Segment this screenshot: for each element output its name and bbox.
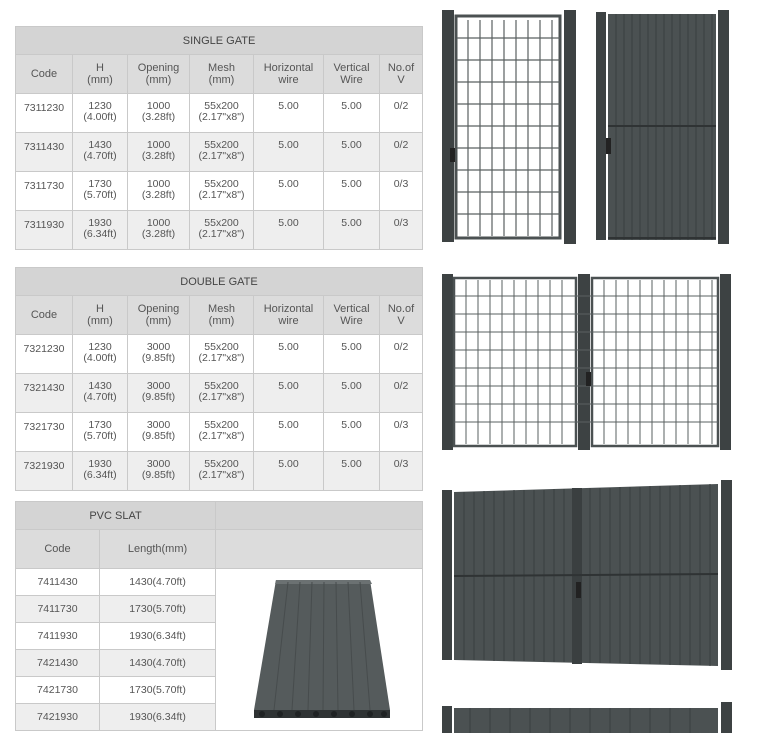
pvc-slat-image [248,578,398,720]
cell-value: 7321730 [23,421,65,433]
cell-value: 0/2 [393,100,409,112]
cell-value: (2.17"x8") [198,391,245,403]
table-cell: 1430(4.70ft) [100,569,216,596]
single-gate-header-1 [73,55,128,94]
cell-value: 7311230 [23,102,65,114]
table-cell [128,94,190,133]
cell-value: 3000 [146,419,171,431]
cell-value: 5.00 [341,139,362,151]
cell-value: (2.17"x8") [198,150,245,162]
header-line-2: (mm) [87,315,113,327]
cell-value: 1000 [146,217,171,229]
cell-value: 1930 [88,458,112,470]
cell-value: (3.28ft) [141,228,176,240]
double-gate-header-3 [190,296,254,335]
table-cell [254,335,324,374]
cell-value: 5.00 [278,341,299,353]
cell-value: 5.00 [341,217,362,229]
cell-value: 5.00 [341,178,362,190]
double-gate-header-4 [254,296,324,335]
pvc-blank-header [216,502,423,530]
table-cell [190,413,254,452]
table-row [16,211,423,250]
table-cell [324,413,380,452]
table-cell [128,374,190,413]
table-cell [324,452,380,491]
header-line-2: wire [278,74,299,86]
pvc-slat-title: PVC SLAT [16,502,216,530]
cell-value: 7311930 [23,219,65,231]
table-row [16,374,423,413]
cell-value: 7311430 [23,141,65,153]
cell-value: 55x200 [204,100,239,112]
cell-value: 0/2 [393,341,409,353]
cell-value: 1000 [146,100,171,112]
cell-value: (4.70ft) [83,150,117,162]
cell-value: (3.28ft) [141,189,176,201]
table-cell: 7421430 [16,650,100,677]
table-row [16,413,423,452]
table-cell [190,94,254,133]
double-gate-header-6 [380,296,423,335]
header-line-2: (mm) [145,74,172,86]
cell-value: 1000 [146,178,171,190]
single-gate-header-3 [190,55,254,94]
header-line-2: (mm) [208,315,235,327]
cell-value: 1430 [88,380,112,392]
header-line-2: (mm) [208,74,235,86]
header-line-1: No.of [387,303,415,315]
cell-value: 7321230 [23,343,65,355]
single-mesh-gate-image [440,8,580,246]
table-cell [73,94,128,133]
table-cell [324,133,380,172]
single-gate-header-5 [324,55,380,94]
table-cell [380,413,423,452]
header-line-1: Horizontal [263,62,314,74]
table-cell [128,133,190,172]
table-cell [190,452,254,491]
table-cell [324,172,380,211]
table-cell [73,133,128,172]
header-line-1: Opening [137,303,180,315]
cell-value: 3000 [146,458,171,470]
table-cell: 1730(5.70ft) [100,677,216,704]
table-cell [324,211,380,250]
header-line-1: Code [30,309,58,321]
table-cell [380,94,423,133]
single-gate-header-4 [254,55,324,94]
table-cell [16,374,73,413]
table-cell: 7421930 [16,704,100,731]
cell-value: 5.00 [278,178,299,190]
table-cell [73,413,128,452]
table-cell [254,413,324,452]
cell-value: (5.70ft) [83,430,117,442]
cell-value: (2.17"x8") [198,430,245,442]
pvc-header-length: Length(mm) [100,530,216,569]
cell-value: (9.85ft) [141,469,176,481]
table-cell [324,94,380,133]
table-cell [190,172,254,211]
double-gate-table [15,267,423,491]
cell-value: 5.00 [278,100,299,112]
cell-value: 55x200 [204,178,239,190]
single-gate-table [15,26,423,250]
table-cell [73,452,128,491]
table-cell [73,211,128,250]
header-line-2: wire [278,315,299,327]
cell-value: 5.00 [341,419,362,431]
table-cell [380,335,423,374]
cell-value: 55x200 [204,419,239,431]
cell-value: 1230 [88,341,112,353]
table-row [16,172,423,211]
table-cell [254,94,324,133]
header-line-1: Vertical [333,303,370,315]
table-cell: 1930(6.34ft) [100,704,216,731]
header-line-2: V [397,315,405,327]
table-cell: 7421730 [16,677,100,704]
table-row [16,452,423,491]
header-line-1: Mesh [208,62,235,74]
table-cell [73,374,128,413]
cell-value: 7321430 [23,382,65,394]
table-cell [254,211,324,250]
cell-value: (5.70ft) [83,189,117,201]
header-line-1: H [96,303,104,315]
cell-value: 1730 [88,178,112,190]
cell-value: 0/3 [393,178,409,190]
table-row [16,94,423,133]
single-slat-gate-image [594,8,734,246]
table-row [16,335,423,374]
double-gate-title: DOUBLE GATE [16,268,423,296]
header-line-1: H [96,62,104,74]
cell-value: 5.00 [278,217,299,229]
double-slat-gate-image [440,478,734,672]
cell-value: (9.85ft) [141,352,176,364]
table-cell: 7411730 [16,596,100,623]
table-cell [73,172,128,211]
cell-value: 55x200 [204,139,239,151]
cell-value: 5.00 [278,419,299,431]
cell-value: 0/3 [393,458,409,470]
table-cell [254,374,324,413]
double-gate-header-5 [324,296,380,335]
cell-value: 3000 [146,380,171,392]
table-cell [380,452,423,491]
header-line-1: Horizontal [263,303,314,315]
cell-value: (4.00ft) [83,111,117,123]
table-cell [128,211,190,250]
cell-value: (9.85ft) [141,430,176,442]
table-cell [254,172,324,211]
table-cell: 7411430 [16,569,100,596]
cell-value: 0/2 [393,380,409,392]
table-cell [380,211,423,250]
header-line-2: (mm) [145,315,172,327]
cell-value: 5.00 [341,341,362,353]
header-line-1: Vertical [333,62,370,74]
table-cell [380,133,423,172]
cell-value: 0/3 [393,217,409,229]
table-cell [324,335,380,374]
cell-value: 7321930 [23,460,65,472]
table-cell [190,211,254,250]
pvc-blank-subheader [216,530,423,569]
header-line-1: Mesh [208,303,235,315]
table-cell: 1930(6.34ft) [100,623,216,650]
cell-value: 7311730 [23,180,65,192]
header-line-2: Wire [340,315,363,327]
partial-gate-image [440,700,734,733]
table-cell [16,172,73,211]
cell-value: (6.34ft) [83,228,117,240]
cell-value: (4.00ft) [83,352,117,364]
table-cell [16,94,73,133]
cell-value: 1230 [88,100,112,112]
table-cell [16,413,73,452]
table-cell [128,452,190,491]
cell-value: (3.28ft) [141,150,176,162]
cell-value: 0/2 [393,139,409,151]
cell-value: 55x200 [204,341,239,353]
cell-value: 3000 [146,341,171,353]
table-cell [190,335,254,374]
cell-value: 1930 [88,217,112,229]
table-cell: 1730(5.70ft) [100,596,216,623]
cell-value: 5.00 [278,458,299,470]
table-cell: 7411930 [16,623,100,650]
cell-value: 55x200 [204,217,239,229]
single-gate-title: SINGLE GATE [16,27,423,55]
table-cell: 1430(4.70ft) [100,650,216,677]
double-gate-header-0 [16,296,73,335]
single-gate-header-2 [128,55,190,94]
table-cell [254,133,324,172]
cell-value: 0/3 [393,419,409,431]
cell-value: (2.17"x8") [198,469,245,481]
cell-value: 1000 [146,139,171,151]
double-gate-header-2 [128,296,190,335]
cell-value: 1430 [88,139,112,151]
double-gate-header-1 [73,296,128,335]
cell-value: 5.00 [341,458,362,470]
cell-value: 55x200 [204,380,239,392]
table-cell [128,172,190,211]
cell-value: (4.70ft) [83,391,117,403]
cell-value: (2.17"x8") [198,228,245,240]
table-cell [128,335,190,374]
table-cell [254,452,324,491]
table-cell [16,335,73,374]
single-gate-header-6 [380,55,423,94]
table-cell [190,133,254,172]
cell-value: 1730 [88,419,112,431]
header-line-2: (mm) [87,74,113,86]
header-line-2: V [397,74,405,86]
table-cell [324,374,380,413]
table-cell [16,452,73,491]
header-line-1: Code [30,68,58,80]
pvc-header-code: Code [16,530,100,569]
table-cell [16,133,73,172]
table-cell [73,335,128,374]
header-line-1: No.of [387,62,415,74]
cell-value: (9.85ft) [141,391,176,403]
cell-value: 5.00 [278,380,299,392]
table-cell [380,172,423,211]
cell-value: 5.00 [341,380,362,392]
header-line-1: Opening [137,62,180,74]
cell-value: (2.17"x8") [198,111,245,123]
cell-value: 5.00 [278,139,299,151]
table-cell [16,211,73,250]
table-row [16,133,423,172]
header-line-2: Wire [340,74,363,86]
table-cell [380,374,423,413]
cell-value: (2.17"x8") [198,352,245,364]
double-mesh-gate-image [440,272,734,452]
cell-value: (6.34ft) [83,469,117,481]
cell-value: 5.00 [341,100,362,112]
table-cell [128,413,190,452]
cell-value: 55x200 [204,458,239,470]
single-gate-header-0 [16,55,73,94]
table-cell [190,374,254,413]
cell-value: (2.17"x8") [198,189,245,201]
cell-value: (3.28ft) [141,111,176,123]
